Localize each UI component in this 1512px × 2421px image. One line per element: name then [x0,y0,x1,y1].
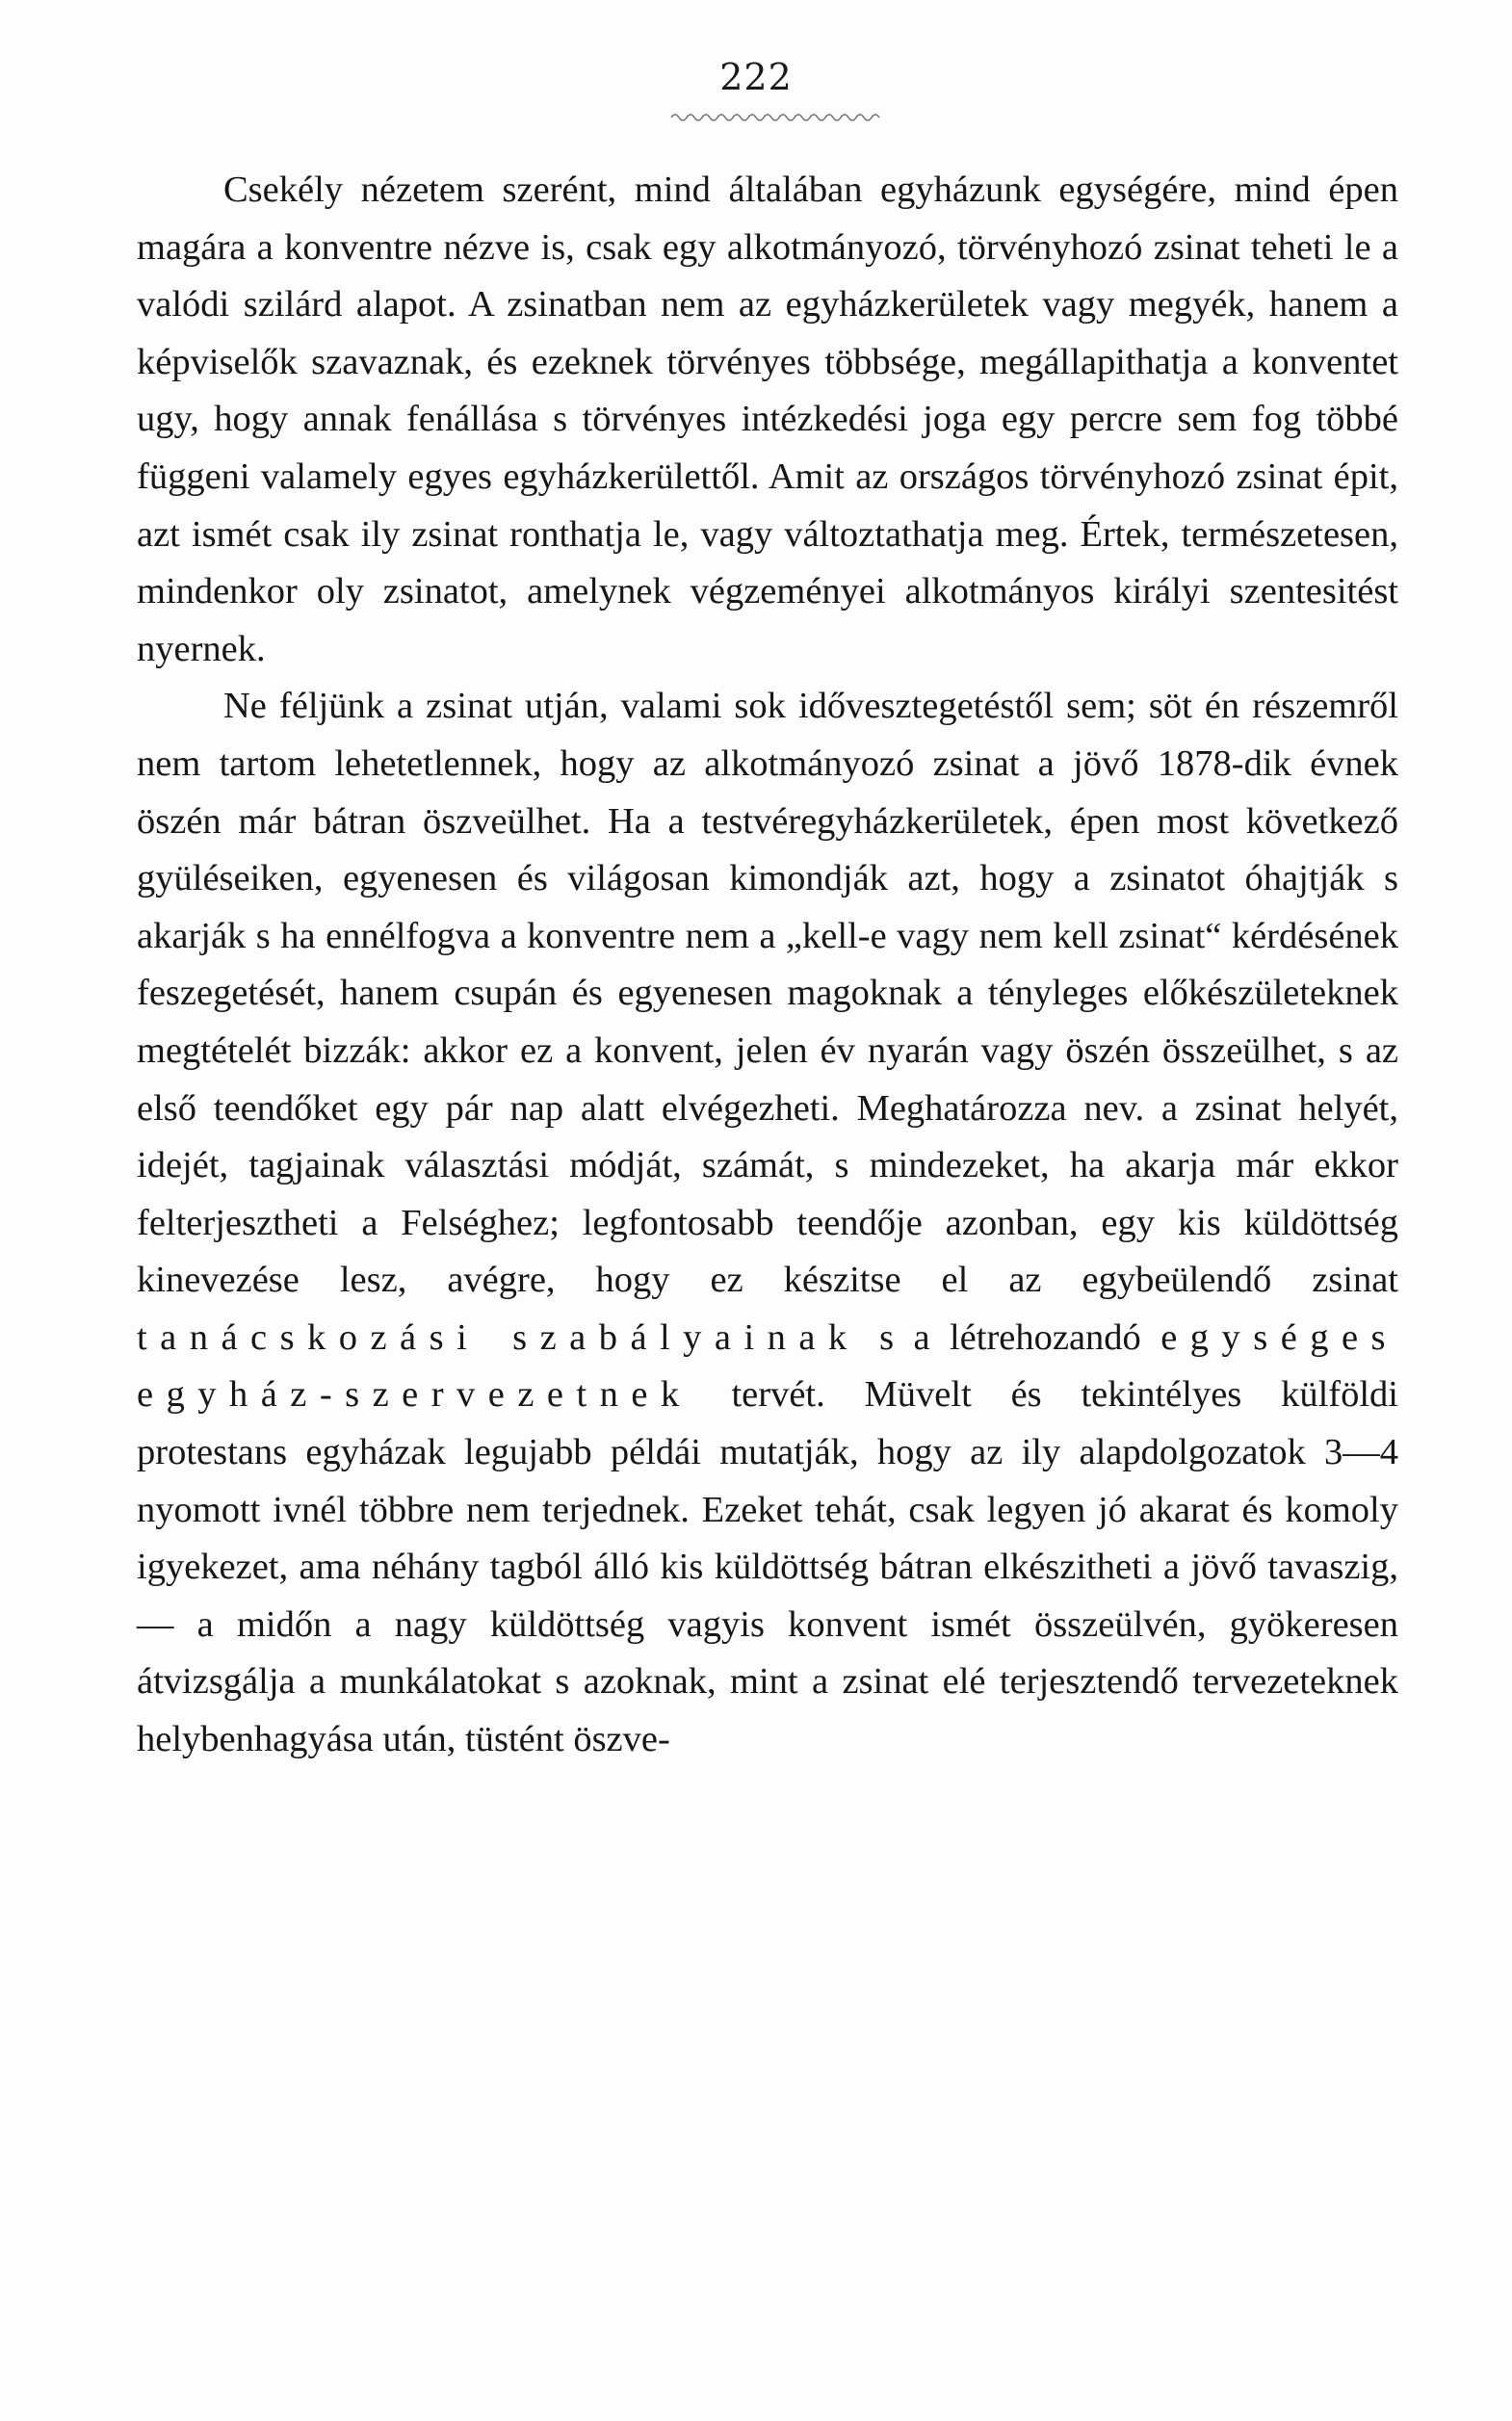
paragraph-1: Csekély nézetem szerént, mind általában egyházunk egységére, mind épen magára a konventre nézve is, csak egy alkotmányozó, törvényhozó zsinat teheti le a valódi szilárd alapot. A zsinatban nem az egyházkerületek vagy megyék, hanem a képviselők szavaznak, és ezeknek törvényes többsége, megállapithatja a konventet ugy, hogy annak fenállása s törvényes intézkedési joga egy percre sem fog többé függeni valamely egyes egyházkerülettől. Amit az országos törvényhozó zsinat épit, azt ismét csak ily zsinat ronthatja le, vagy változtathatja meg. Értek, természetesen, mindenkor oly zsinatot, amelynek végzeményei alkotmányos királyi szentesitést nyernek. [137,169,1398,669]
page-number: 222 [719,56,793,98]
paragraph-2 [137,678,1398,1768]
paragraph-2-text-c: tervét. Müvelt és tekintélyes külföldi protestans egyházak legujabb példái mutatják, hogy az ily alapdolgozatok 3—4 nyomott ivnél többre nem terjednek. Ezeket tehát, csak legyen jó akarat és komoly igyekezet, ama néhány tagból álló kis küldöttség bátran elkészitheti a jövő tavaszig, — a midőn a nagy küldöttség vagyis konvent ismét összeülvén, gyökeresen átvizsgálja a munkálatokat s azoknak, mint a zsinat elé terjesztendő tervezeteknek helybenhagyása után, tüstént öszve- [137,1374,1398,1760]
spaced-emphasis-1: tanácskozási szabályainak [137,1316,860,1358]
header-ornament [669,110,881,123]
spaced-emphasis-2: egységes egyház-szervezetnek [137,1316,1398,1416]
paragraph-2-text-a: Ne féljünk a zsinat utján, valami sok idővesztegetéstől sem; söt én részemről nem tartom lehetetlennek, hogy az alkotmányozó zsinat a jövő 1878-dik évnek öszén már bátran öszveülhet. Ha a testvéregyházkerületek, épen most következő gyüléseiken, egyenesen és világosan kimondják azt, hogy a zsinatot óhajtják s akarják s ha ennélfogva a konventre nem a „kell-e vagy nem kell zsinat“ kérdésének feszegetését, hanem csupán és egyenesen magoknak a tényleges előkészületeknek megtételét bizzák: akkor ez a konvent, jelen év nyarán vagy öszén összeülhet, s az első teendőket egy pár nap alatt elvégezheti. Meghatározza nev. a zsinat helyét, idejét, tagjainak választási módját, számát, s mindezeket, ha akarja már ekkor felterjesztheti a Felséghez; legfontosabb teendője azonban, egy kis küldöttség kinevezése lesz, avégre, hogy ez készitse el az egybeülendő zsinat [137,686,1398,1301]
body-text [137,162,1398,1769]
paragraph-2-text-b: s a létrehozandó [879,1316,1141,1358]
